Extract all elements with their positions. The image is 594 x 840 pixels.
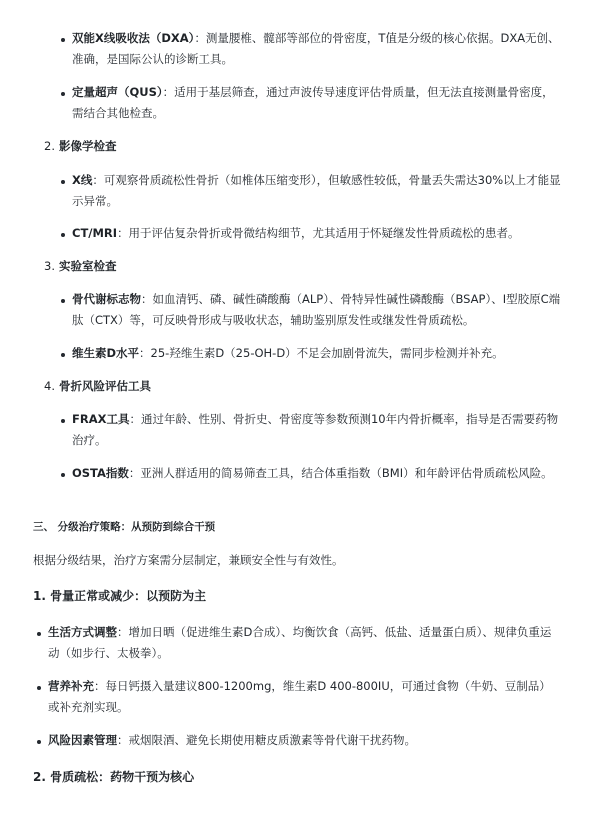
list-item-desc: ：适用于基层筛查，通过声波传导速度评估骨质量，但无法直接测量骨密度，需结合其他检查。 — [72, 85, 554, 120]
list-item — [72, 409, 562, 451]
numbered-heading-title: 骨折风险评估工具 — [59, 379, 151, 393]
list-item — [72, 223, 562, 244]
list-item-term: FRAX工具 — [72, 412, 130, 426]
list-item-desc: ：亚洲人群适用的简易筛查工具，结合体重指数（BMI）和年龄评估骨质疏松风险。 — [128, 466, 553, 480]
list-bullet — [61, 38, 65, 42]
list-item — [72, 463, 562, 484]
numbered-heading — [44, 136, 117, 157]
list-item — [48, 730, 562, 751]
list-item — [72, 343, 562, 364]
list-item-desc: ：每日钙摄入量建议800-1200mg，维生素D 400-800IU，可通过食物（牛奶、豆制品）或补充剂实现。 — [48, 679, 551, 714]
list-item-desc: ：如血清钙、磷、碱性磷酸酶（ALP）、骨特异性碱性磷酸酶（BSAP）、I型胶原C端肽（CTX）等，可反映骨形成与吸收状态，辅助鉴别原发性或继发性骨质疏松。 — [72, 292, 561, 327]
numbered-heading — [44, 376, 151, 397]
list-item-desc: ：25-羟维生素D（25-OH-D）不足会加剧骨流失，需同步检测并补充。 — [139, 346, 504, 360]
subsection-heading: 1. 骨量正常或减少：以预防为主 — [33, 589, 207, 603]
list-item-desc: ：通过年龄、性别、骨折史、骨密度等参数预测10年内骨折概率，指导是否需要药物治疗。 — [72, 412, 559, 447]
list-item-term: OSTA指数 — [72, 466, 129, 480]
list-bullet — [61, 353, 65, 357]
list-item-term: 生活方式调整 — [48, 625, 117, 639]
list-bullet — [61, 299, 65, 303]
numbered-heading — [44, 256, 117, 277]
list-item — [48, 622, 562, 664]
list-item-desc: ：测量腰椎、髋部等部位的骨密度，T值是分级的核心依据。DXA无创、准确，是国际公认的诊断工具。 — [72, 31, 560, 66]
list-bullet — [61, 419, 65, 423]
list-item-term: 骨代谢标志物 — [72, 292, 141, 306]
list-item-desc: ：增加日晒（促进维生素D合成）、均衡饮食（高钙、低盐、适量蛋白质）、规律负重运动（如步行、太极拳）。 — [48, 625, 552, 660]
list-item — [72, 28, 562, 70]
subsection-heading: 2. 骨质疏松：药物干预为核心 — [33, 770, 195, 784]
list-bullet — [37, 686, 41, 690]
list-item — [72, 289, 562, 331]
list-bullet — [61, 92, 65, 96]
list-item — [72, 170, 562, 212]
list-item-term: 定量超声（QUS） — [72, 85, 163, 99]
list-item — [48, 676, 562, 718]
list-item-term: 双能X线吸收法（DXA） — [72, 31, 195, 45]
list-item-desc: ：戒烟限酒、避免长期使用糖皮质激素等骨代谢干扰药物。 — [117, 733, 416, 747]
paragraph: 根据分级结果，治疗方案需分层制定，兼顾安全性与有效性。 — [33, 553, 344, 567]
list-bullet — [61, 233, 65, 237]
list-bullet — [37, 632, 41, 636]
list-bullet — [61, 180, 65, 184]
numbered-heading-title: 影像学检查 — [59, 139, 117, 153]
list-item-desc: ：可观察骨质疏松性骨折（如椎体压缩变形），但敏感性较低，骨量丢失需达30%以上才能显示异常。 — [72, 173, 561, 208]
numbered-heading-title: 实验室检查 — [59, 259, 117, 273]
list-item-term: 风险因素管理 — [48, 733, 117, 747]
list-item-term: X线 — [72, 173, 93, 187]
list-item-desc: ：用于评估复杂骨折或骨微结构细节，尤其适用于怀疑继发性骨质疏松的患者。 — [117, 226, 520, 240]
section-heading: 三、 分级治疗策略：从预防到综合干预 — [33, 521, 216, 533]
list-item — [72, 82, 562, 124]
numbered-heading-number: 4. — [44, 379, 55, 393]
numbered-heading-number: 3. — [44, 259, 55, 273]
list-bullet — [37, 740, 41, 744]
numbered-heading-number: 2. — [44, 139, 55, 153]
list-item-term: CT/MRI — [72, 226, 118, 240]
list-item-term: 维生素D水平 — [72, 346, 140, 360]
list-item-term: 营养补充 — [48, 679, 94, 693]
list-bullet — [61, 473, 65, 477]
